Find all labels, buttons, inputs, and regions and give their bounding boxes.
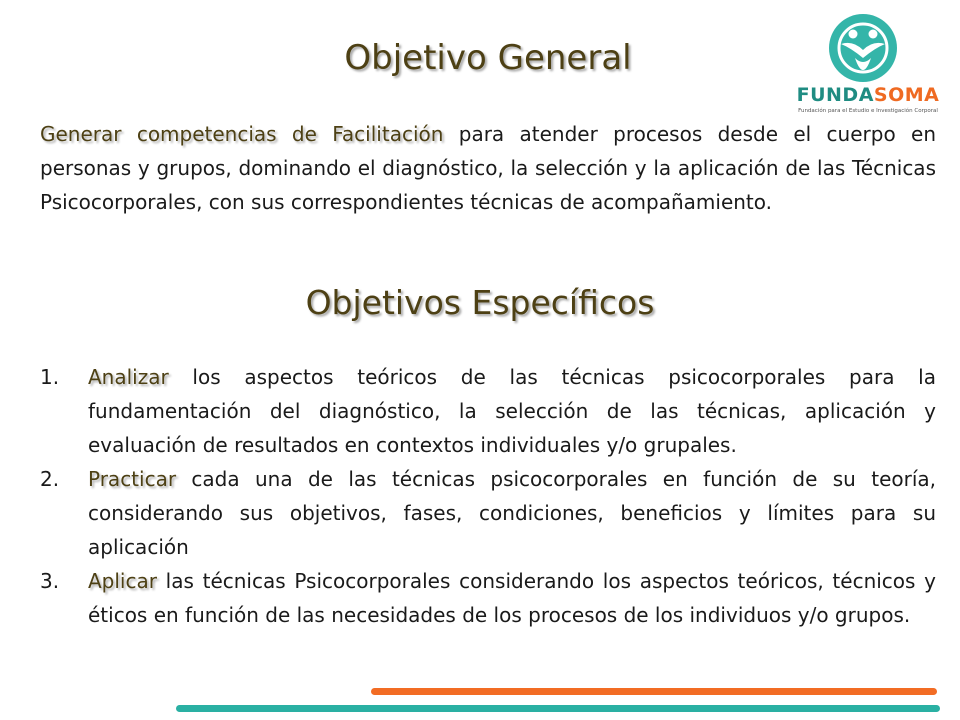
teal-accent-bar	[176, 705, 940, 712]
people-embrace-icon	[829, 14, 897, 82]
objective-verb: Analizar	[88, 365, 169, 389]
objective-number: 2.	[40, 467, 60, 491]
fundasoma-logo	[795, 14, 941, 116]
section-title: Objetivos Específicos	[305, 283, 655, 322]
logo-tagline: Fundación para el Estudio e Investigación Corporal	[798, 108, 938, 114]
objective-verb: Aplicar	[88, 569, 157, 593]
objective-text: cada una de las técnicas psicocorporales en función de su teoría, considerando sus objetivos, fases, condiciones, beneficios y límites para su aplicación	[88, 467, 936, 559]
specific-objectives-list	[40, 360, 936, 632]
objective-verb: Practicar	[88, 467, 177, 491]
page-title: Objetivo General	[344, 38, 632, 78]
objective-text: los aspectos teóricos de las técnicas psicocorporales para la fundamentación del diagnóstico, la selección de las técnicas, aplicación y evaluación de resultados en contextos individuales y/o grupales.	[88, 365, 936, 457]
general-objective-text: para atender procesos desde el cuerpo en personas y grupos, dominando el diagnóstico, la selección y la aplicación de las Técnicas Psicocorporales, con sus correspondientes técnicas de acompañamiento.	[40, 122, 936, 214]
objective-text: las técnicas Psicocorporales considerando los aspectos teóricos, técnicos y éticos en función de las necesidades de los procesos de los individuos y/o grupos.	[88, 569, 936, 627]
logo-wordmark: FUNDASOMA	[796, 84, 940, 106]
general-objective-paragraph	[40, 117, 936, 219]
orange-accent-bar	[371, 688, 937, 695]
objective-number: 1.	[40, 365, 60, 389]
objective-item	[40, 360, 936, 462]
objective-item	[40, 564, 936, 632]
objective-number: 3.	[40, 569, 60, 593]
objective-item	[40, 462, 936, 564]
general-objective-lead: Generar competencias de Facilitación	[40, 122, 444, 146]
